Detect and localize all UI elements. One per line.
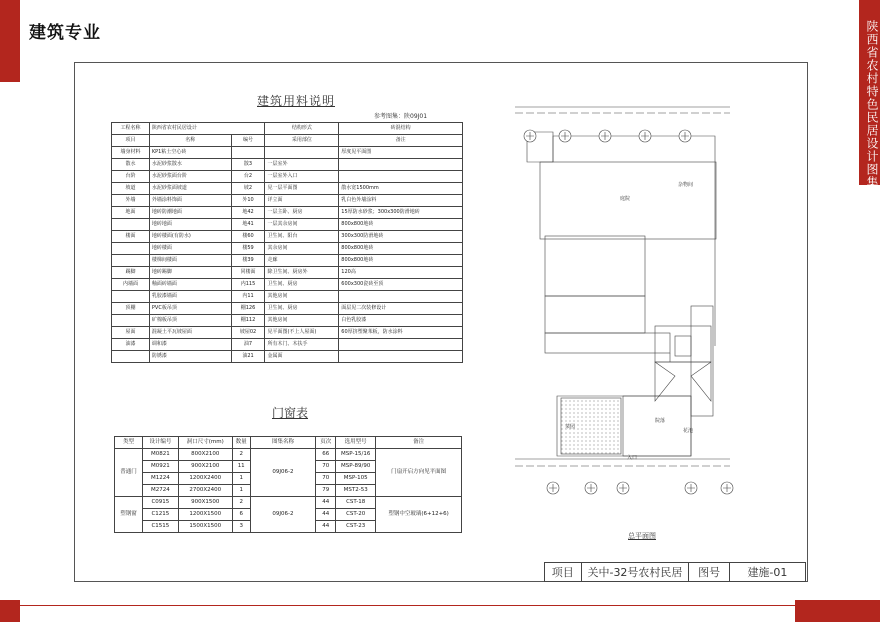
doors-title: 门窗表 bbox=[272, 406, 309, 420]
table-cell: 11 bbox=[232, 461, 250, 473]
table-cell: 79 bbox=[316, 485, 336, 497]
table-cell: 所有木门、木扶手 bbox=[265, 339, 339, 351]
table-cell: 1200X2400 bbox=[178, 473, 232, 485]
title-block bbox=[544, 562, 806, 582]
table-cell: 地砖楼面 bbox=[149, 243, 231, 255]
table-cell: 详立面 bbox=[265, 195, 339, 207]
table-cell: 走廊 bbox=[265, 255, 339, 267]
table-cell: 900X2100 bbox=[178, 461, 232, 473]
footer-accent-left bbox=[0, 600, 20, 622]
table-cell: M2724 bbox=[142, 485, 178, 497]
garden-label: 菜园 bbox=[565, 424, 576, 430]
table-cell: 除卫生间、厨房外 bbox=[265, 267, 339, 279]
table-row bbox=[112, 183, 463, 195]
table-cell: 外墙涂料饰面 bbox=[149, 195, 231, 207]
table-cell: 1 bbox=[232, 485, 250, 497]
table-cell: 坡屋02 bbox=[231, 327, 265, 339]
table-cell: 其他房间 bbox=[265, 315, 339, 327]
site-plan-drawing bbox=[505, 96, 735, 526]
materials-title: 建筑用料说明 bbox=[257, 94, 336, 108]
table-cell: 1500X1500 bbox=[178, 521, 232, 533]
table-cell: 一层室外入口 bbox=[265, 171, 339, 183]
table-cell: 台2 bbox=[231, 171, 265, 183]
table-cell: 楼59 bbox=[231, 243, 265, 255]
table-cell: 其余房间 bbox=[265, 243, 339, 255]
table-cell: 一层其余房间 bbox=[265, 219, 339, 231]
materials-reference: 参考图集：陕09J01 bbox=[374, 113, 428, 120]
column-header: 采用部位 bbox=[265, 135, 339, 147]
table-cell: 水泥砂浆散水 bbox=[149, 159, 231, 171]
table-row bbox=[112, 303, 463, 315]
table-row bbox=[112, 339, 463, 351]
table-cell: 调和漆 bbox=[149, 339, 231, 351]
table-cell: 工程名称 bbox=[112, 123, 150, 135]
table-cell bbox=[112, 219, 150, 231]
table-row bbox=[112, 159, 463, 171]
item-label: 项目 bbox=[545, 563, 582, 581]
table-cell: CST-20 bbox=[336, 509, 376, 521]
column-header: 页次 bbox=[316, 437, 336, 449]
table-cell: 44 bbox=[316, 497, 336, 509]
column-header: 名称 bbox=[149, 135, 231, 147]
table-row bbox=[115, 449, 462, 461]
table-row bbox=[112, 195, 463, 207]
table-cell: 09J06-2 bbox=[250, 449, 316, 497]
table-cell: 厚度见平面图 bbox=[339, 147, 463, 159]
door-header-row bbox=[115, 437, 462, 449]
table-cell: 一层主卧、厨房 bbox=[265, 207, 339, 219]
table-cell: 楼梯间楼面 bbox=[149, 255, 231, 267]
table-cell: 900X1500 bbox=[178, 497, 232, 509]
table-cell: 台阶 bbox=[112, 171, 150, 183]
column-header: 项目 bbox=[112, 135, 150, 147]
table-cell: 楼39 bbox=[231, 255, 265, 267]
footer-accent-right bbox=[795, 600, 880, 622]
table-cell: 散水宽1500mm bbox=[339, 183, 463, 195]
column-header: 设计编号 bbox=[142, 437, 178, 449]
table-cell: PVC板吊顶 bbox=[149, 303, 231, 315]
materials-header-row bbox=[112, 135, 463, 147]
table-cell: 乳胶漆墙面 bbox=[149, 291, 231, 303]
table-row bbox=[112, 291, 463, 303]
table-row bbox=[112, 243, 463, 255]
table-row bbox=[112, 267, 463, 279]
table-row bbox=[112, 231, 463, 243]
table-cell: 1 bbox=[232, 473, 250, 485]
table-cell: 坡道 bbox=[112, 183, 150, 195]
drawing-number-label: 图号 bbox=[689, 563, 730, 581]
table-cell: 卫生间、厨房 bbox=[265, 303, 339, 315]
table-row bbox=[112, 279, 463, 291]
table-cell bbox=[231, 147, 265, 159]
table-cell: 门扇开启方向见平面图 bbox=[376, 449, 462, 497]
table-cell: 见平面图(不上人屋面) bbox=[265, 327, 339, 339]
yard-label: 庭院 bbox=[620, 196, 631, 202]
table-cell: 乳白色外墙涂料 bbox=[339, 195, 463, 207]
table-cell: 60厚挤塑聚苯板，防水涂料 bbox=[339, 327, 463, 339]
table-cell: 结构形式 bbox=[265, 123, 339, 135]
table-cell: 釉面砖墙面 bbox=[149, 279, 231, 291]
materials-table bbox=[111, 122, 463, 363]
table-cell: 油7 bbox=[231, 339, 265, 351]
table-cell: 地砖防潮地面 bbox=[149, 207, 231, 219]
table-cell: 70 bbox=[316, 473, 336, 485]
table-cell: CST-23 bbox=[336, 521, 376, 533]
table-cell: 1200X1500 bbox=[178, 509, 232, 521]
court-label: 院落 bbox=[655, 418, 666, 424]
flower-bed-label: 花池 bbox=[683, 428, 694, 434]
table-cell: 地砖地面 bbox=[149, 219, 231, 231]
table-cell: 6 bbox=[232, 509, 250, 521]
table-row bbox=[112, 219, 463, 231]
table-cell: 内115 bbox=[231, 279, 265, 291]
table-cell bbox=[265, 147, 339, 159]
table-cell: 塑钢中空玻璃(6+12+6) bbox=[376, 497, 462, 533]
column-header: 选用型号 bbox=[336, 437, 376, 449]
table-cell: 300x300防滑地砖 bbox=[339, 231, 463, 243]
table-cell: 坡2 bbox=[231, 183, 265, 195]
table-cell: 水泥砂浆面坡道 bbox=[149, 183, 231, 195]
table-cell: 800X2100 bbox=[178, 449, 232, 461]
table-cell: 顶棚 bbox=[112, 303, 150, 315]
header-accent-bar bbox=[0, 0, 20, 82]
table-cell: 砖混结构 bbox=[339, 123, 463, 135]
table-cell: 2700X2400 bbox=[178, 485, 232, 497]
table-cell: 地面 bbox=[112, 207, 150, 219]
atlas-title: 陕西省农村特色民居设计图集 bbox=[865, 20, 879, 189]
entry-label: 入口 bbox=[627, 455, 638, 461]
table-cell: 面层见二次装修设计 bbox=[339, 303, 463, 315]
table-cell: MST2-53 bbox=[336, 485, 376, 497]
table-cell: 44 bbox=[316, 521, 336, 533]
table-cell: 66 bbox=[316, 449, 336, 461]
table-cell: 内墙面 bbox=[112, 279, 150, 291]
table-cell: 外10 bbox=[231, 195, 265, 207]
table-cell: 同楼面 bbox=[231, 267, 265, 279]
table-cell: 地41 bbox=[231, 219, 265, 231]
table-cell: C0915 bbox=[142, 497, 178, 509]
table-row bbox=[112, 351, 463, 363]
plan-caption: 总平面图 bbox=[628, 532, 656, 540]
column-header: 备注 bbox=[339, 135, 463, 147]
table-cell: 70 bbox=[316, 461, 336, 473]
table-cell: 600x300瓷砖至顶 bbox=[339, 279, 463, 291]
column-header: 类型 bbox=[115, 437, 143, 449]
table-cell: 防锈漆 bbox=[149, 351, 231, 363]
table-cell: 塑钢窗 bbox=[115, 497, 143, 533]
table-cell: MSP-105 bbox=[336, 473, 376, 485]
table-cell: MSP-15/16 bbox=[336, 449, 376, 461]
table-cell: C1515 bbox=[142, 521, 178, 533]
column-header: 备注 bbox=[376, 437, 462, 449]
table-cell: 踢脚 bbox=[112, 267, 150, 279]
table-cell: 外墙 bbox=[112, 195, 150, 207]
table-cell: M0821 bbox=[142, 449, 178, 461]
table-cell: 屋面 bbox=[112, 327, 150, 339]
table-cell: 散水 bbox=[112, 159, 150, 171]
table-cell bbox=[112, 351, 150, 363]
drawing-number: 建施-01 bbox=[747, 566, 788, 579]
table-cell: 地42 bbox=[231, 207, 265, 219]
table-cell: M0921 bbox=[142, 461, 178, 473]
table-cell: 棚112 bbox=[231, 315, 265, 327]
table-cell: M1224 bbox=[142, 473, 178, 485]
table-cell: 矿棉板吊顶 bbox=[149, 315, 231, 327]
table-row bbox=[112, 171, 463, 183]
table-cell: C1215 bbox=[142, 509, 178, 521]
table-cell: 地砖踢脚 bbox=[149, 267, 231, 279]
table-cell: 800x800地砖 bbox=[339, 255, 463, 267]
table-cell bbox=[112, 243, 150, 255]
table-cell bbox=[339, 339, 463, 351]
table-cell: 其他房间 bbox=[265, 291, 339, 303]
table-cell: 120高 bbox=[339, 267, 463, 279]
table-cell: 散3 bbox=[231, 159, 265, 171]
table-cell: 墙身材料 bbox=[112, 147, 150, 159]
table-cell: 白色乳胶漆 bbox=[339, 315, 463, 327]
table-cell: 卫生间、厨房 bbox=[265, 279, 339, 291]
table-cell bbox=[112, 291, 150, 303]
materials-project-row bbox=[112, 123, 463, 135]
table-cell: 15厚防水砂浆；300x300防滑地砖 bbox=[339, 207, 463, 219]
table-cell bbox=[339, 291, 463, 303]
table-cell: 见一层平面图 bbox=[265, 183, 339, 195]
table-row bbox=[115, 497, 462, 509]
door-window-table bbox=[114, 436, 462, 533]
table-cell: MSP-89/90 bbox=[336, 461, 376, 473]
table-cell: CST-18 bbox=[336, 497, 376, 509]
table-cell: 800x800地砖 bbox=[339, 219, 463, 231]
table-cell: 09J06-2 bbox=[250, 497, 316, 533]
footer-rule bbox=[20, 605, 795, 606]
table-cell: 普通门 bbox=[115, 449, 143, 497]
table-cell: 油漆 bbox=[112, 339, 150, 351]
section-title: 建筑专业 bbox=[29, 23, 101, 43]
table-cell bbox=[112, 255, 150, 267]
table-cell: 棚126 bbox=[231, 303, 265, 315]
table-row bbox=[112, 147, 463, 159]
table-cell: 2 bbox=[232, 449, 250, 461]
column-header: 编号 bbox=[231, 135, 265, 147]
table-cell: 地砖楼面(有防水) bbox=[149, 231, 231, 243]
column-header: 图集名称 bbox=[250, 437, 316, 449]
table-cell: 2 bbox=[232, 497, 250, 509]
table-cell: 金属面 bbox=[265, 351, 339, 363]
table-cell: 陕西省农村民居设计 bbox=[149, 123, 265, 135]
table-row bbox=[112, 315, 463, 327]
table-cell: 楼60 bbox=[231, 231, 265, 243]
table-row bbox=[112, 207, 463, 219]
column-header: 数量 bbox=[232, 437, 250, 449]
project-name: 关中-32号农村民居 bbox=[582, 563, 690, 581]
table-cell bbox=[339, 159, 463, 171]
table-cell bbox=[339, 171, 463, 183]
table-row bbox=[112, 255, 463, 267]
table-cell: 卫生间、阳台 bbox=[265, 231, 339, 243]
table-cell bbox=[339, 351, 463, 363]
table-cell: 44 bbox=[316, 509, 336, 521]
table-cell: 油21 bbox=[231, 351, 265, 363]
table-cell: 800x800地砖 bbox=[339, 243, 463, 255]
table-cell: 3 bbox=[232, 521, 250, 533]
table-row bbox=[112, 327, 463, 339]
column-header: 洞口尺寸(mm) bbox=[178, 437, 232, 449]
side-room-label: 杂物间 bbox=[678, 182, 694, 188]
table-cell bbox=[112, 315, 150, 327]
table-cell: KP1粘土空心砖 bbox=[149, 147, 231, 159]
table-cell: 一层室外 bbox=[265, 159, 339, 171]
table-cell: 内11 bbox=[231, 291, 265, 303]
table-cell: 水泥砂浆面台阶 bbox=[149, 171, 231, 183]
table-cell: 楼面 bbox=[112, 231, 150, 243]
table-cell: 混凝土平瓦坡屋面 bbox=[149, 327, 231, 339]
